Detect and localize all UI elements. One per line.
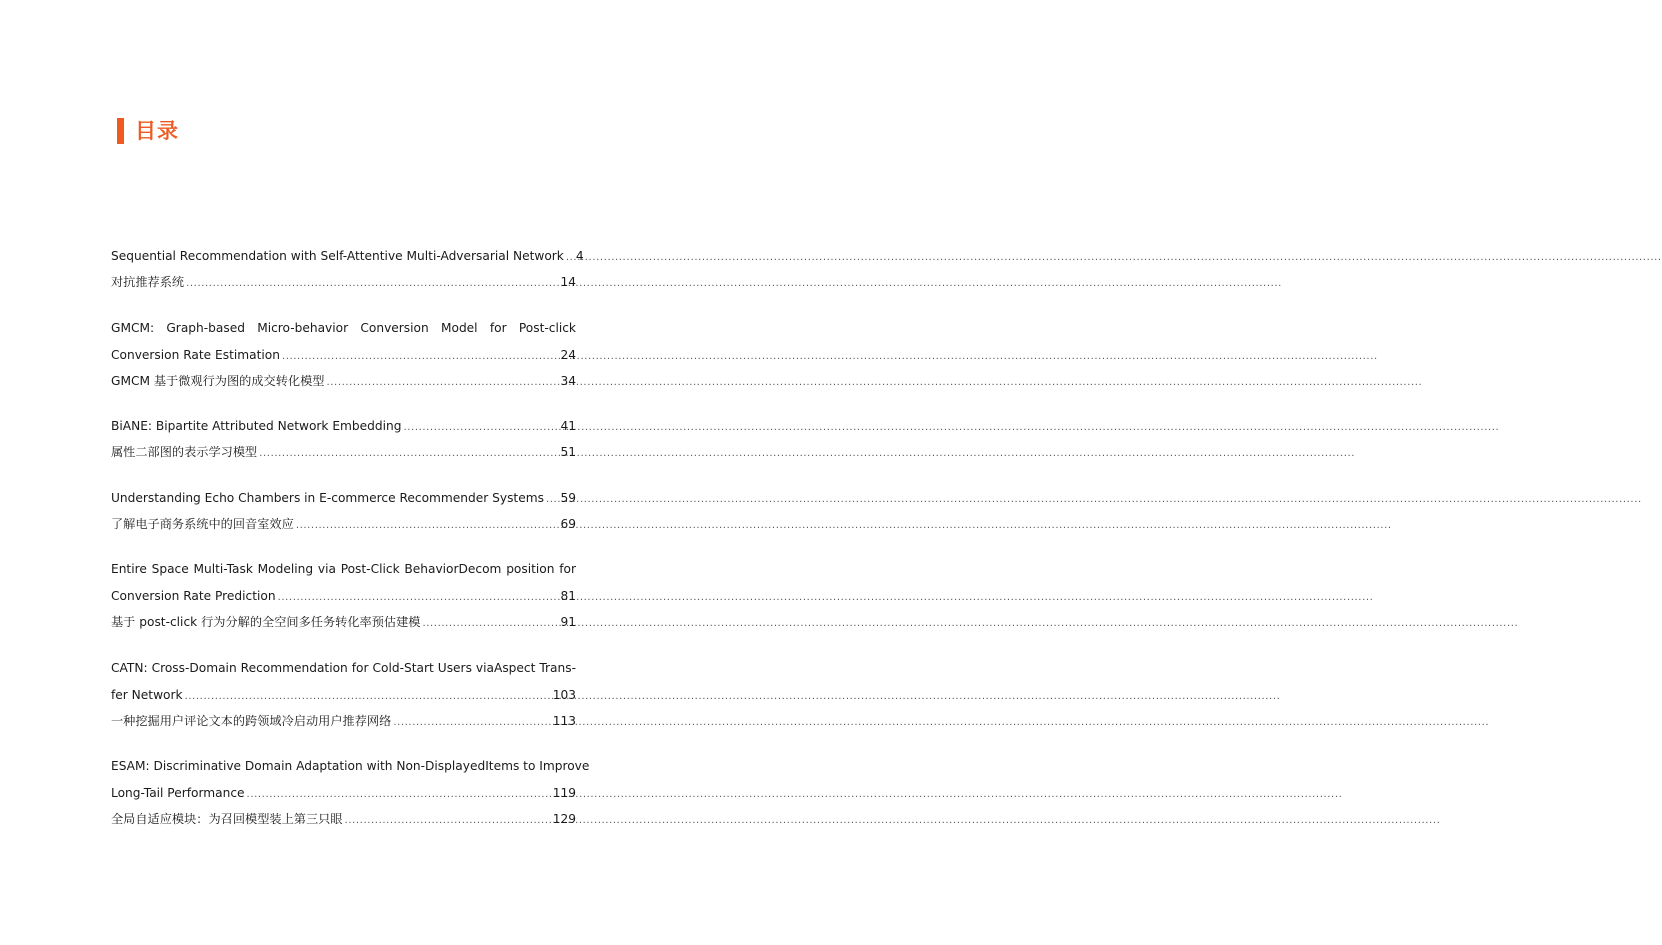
toc-page-number: 24 [560,347,576,362]
toc-entry-title-line: ESAM: Discriminative Domain Adaptation with Non-DisplayedItems to Improve [111,759,590,773]
toc-entry[interactable] [111,485,576,511]
toc-group [111,243,584,295]
toc-entry[interactable] [111,342,576,368]
toc-leader-dots [278,585,559,611]
toc-group [111,753,590,832]
toc-leader-dots [259,441,558,467]
toc-leader-dots [546,487,559,513]
toc-entry-title: 基于 post-click 行为分解的全空间多任务转化率预估建模 [111,615,421,629]
toc-entry-title: 了解电子商务系统中的回音室效应 [111,516,294,531]
toc-page-number: 119 [552,786,576,800]
toc-page-number: 91 [560,615,576,629]
toc-entry[interactable] [111,368,576,394]
toc-leader-dots [345,808,551,834]
toc-entry-title: Conversion Rate Estimation [111,347,280,362]
toc-leader-dots [393,710,550,736]
toc-header [117,116,179,146]
toc-entry[interactable] [111,780,576,806]
toc-group [111,315,576,394]
toc-entry[interactable] [111,708,576,734]
toc-leader-dots [185,684,551,710]
toc-leader-dots [403,415,558,441]
toc-entry-title: Understanding Echo Chambers in E-commerce Recommender Systems [111,490,544,505]
toc-entry-title: BiANE: Bipartite Attributed Network Embedding [111,419,402,433]
toc-entry[interactable] [111,609,576,635]
toc-leader-dots [186,271,558,297]
toc-page-number: 69 [560,516,576,531]
toc-page-number: 41 [560,419,576,433]
toc-leader-dots [326,370,558,396]
toc-entry-title: Conversion Rate Prediction [111,589,276,603]
toc-entry-title: 一种挖掘用户评论文本的跨领域冷启动用户推荐网络 [111,713,392,728]
toc-entry-title-line: GMCM: Graph-based Micro-behavior Conversion Model for Post-click [111,320,576,335]
toc-page-number: 103 [552,687,576,702]
toc-page-number: 129 [552,812,576,826]
toc-entry-title-line: Entire Space Multi-Task Modeling via Post-Click BehaviorDecom position for [111,562,576,576]
toc-group [111,556,576,635]
header-accent-bar [117,118,124,144]
toc-entry-title: 属性二部图的表示学习模型 [111,445,258,459]
toc-entry[interactable] [111,583,576,609]
page-title: 目录 [135,119,179,143]
toc-group [111,485,576,537]
toc-entry[interactable] [111,806,576,832]
toc-entry-title: 全局自适应模块：为召回模型装上第三只眼 [111,812,343,826]
toc-leader-dots [422,611,558,637]
toc-entry-title: fer Network [111,687,183,702]
toc-entry[interactable] [111,511,576,537]
toc-entry-title: 对抗推荐系统 [111,275,185,289]
toc-page-number: 4 [575,249,584,263]
toc-entry[interactable] [111,269,576,295]
table-of-contents [111,243,590,852]
toc-leader-dots [296,513,559,539]
toc-entry-title: Sequential Recommendation with Self-Attentive Multi-Adversarial Network [111,249,564,263]
toc-page-number: 113 [552,713,576,728]
toc-page-number: 14 [560,275,576,289]
toc-page-number: 81 [560,589,576,603]
toc-page-number: 51 [560,445,576,459]
toc-entry[interactable] [111,243,584,269]
toc-entry[interactable] [111,439,576,465]
toc-leader-dots [247,782,551,808]
toc-page-number: 59 [560,490,576,505]
toc-page-number: 34 [560,373,576,388]
toc-entry[interactable] [111,413,576,439]
toc-leader-dots [566,245,574,271]
toc-entry-title: GMCM 基于微观行为图的成交转化模型 [111,373,325,388]
toc-group [111,413,576,465]
toc-entry[interactable] [111,682,576,708]
toc-entry-title: Long-Tail Performance [111,786,245,800]
toc-leader-dots [282,344,559,370]
toc-entry-title-line: CATN: Cross-Domain Recommendation for Cold-Start Users viaAspect Trans- [111,660,576,675]
toc-group [111,655,576,734]
